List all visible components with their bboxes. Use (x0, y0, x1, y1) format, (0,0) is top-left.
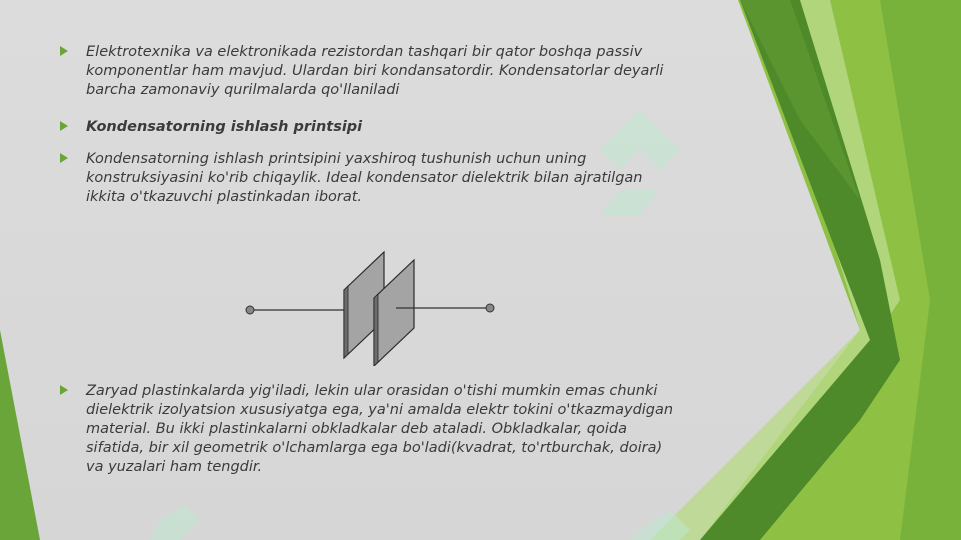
bullet-arrow-icon (60, 385, 68, 395)
capacitor-left-terminal (246, 306, 254, 314)
left-green-wedge (0, 330, 40, 540)
bullet-arrow-icon (60, 121, 68, 131)
bullet-arrow-icon (60, 153, 68, 163)
bullet-arrow-icon (60, 46, 68, 56)
bullet-text: Zaryad plastinkalarda yig'iladi, lekin ular orasidan o'tishi mumkin emas chunki dielektrik izolyatsion xususiyatga ega, ya'ni amalda elektr tokini o'tkazmaydigan material. Bu ikki plastinkalarni obkladkalar deb ataladi. Obkladkalar, qoida sifatida, bir xil geometrik o'lchamlarga ega bo'ladi(kvadrat, to'rtburchak, doira) va yuzalari ham tengdir. (86, 383, 674, 475)
bullet-text: Elektrotexnika va elektronikada rezistordan tashqari bir qator boshqa passiv komponentlar ham mavjud. Ulardan biri kondansatordir. Kondensatorlar deyarli barcha zamonaviy qurilmalarda qo'llaniladi (86, 44, 664, 98)
bullet-heading: Kondensatorning ishlash printsipi (86, 119, 363, 135)
capacitor-right-terminal (486, 304, 494, 312)
capacitor-diagram (240, 248, 500, 366)
bullet-text: Kondensatorning ishlash printsipini yaxshiroq tushunish uchun uning konstruksiyasini ko'rib chiqaylik. Ideal kondensator dielektrik bilan ajratilgan ikkita o'tkazuvchi plastinkadan iborat. (86, 151, 643, 205)
